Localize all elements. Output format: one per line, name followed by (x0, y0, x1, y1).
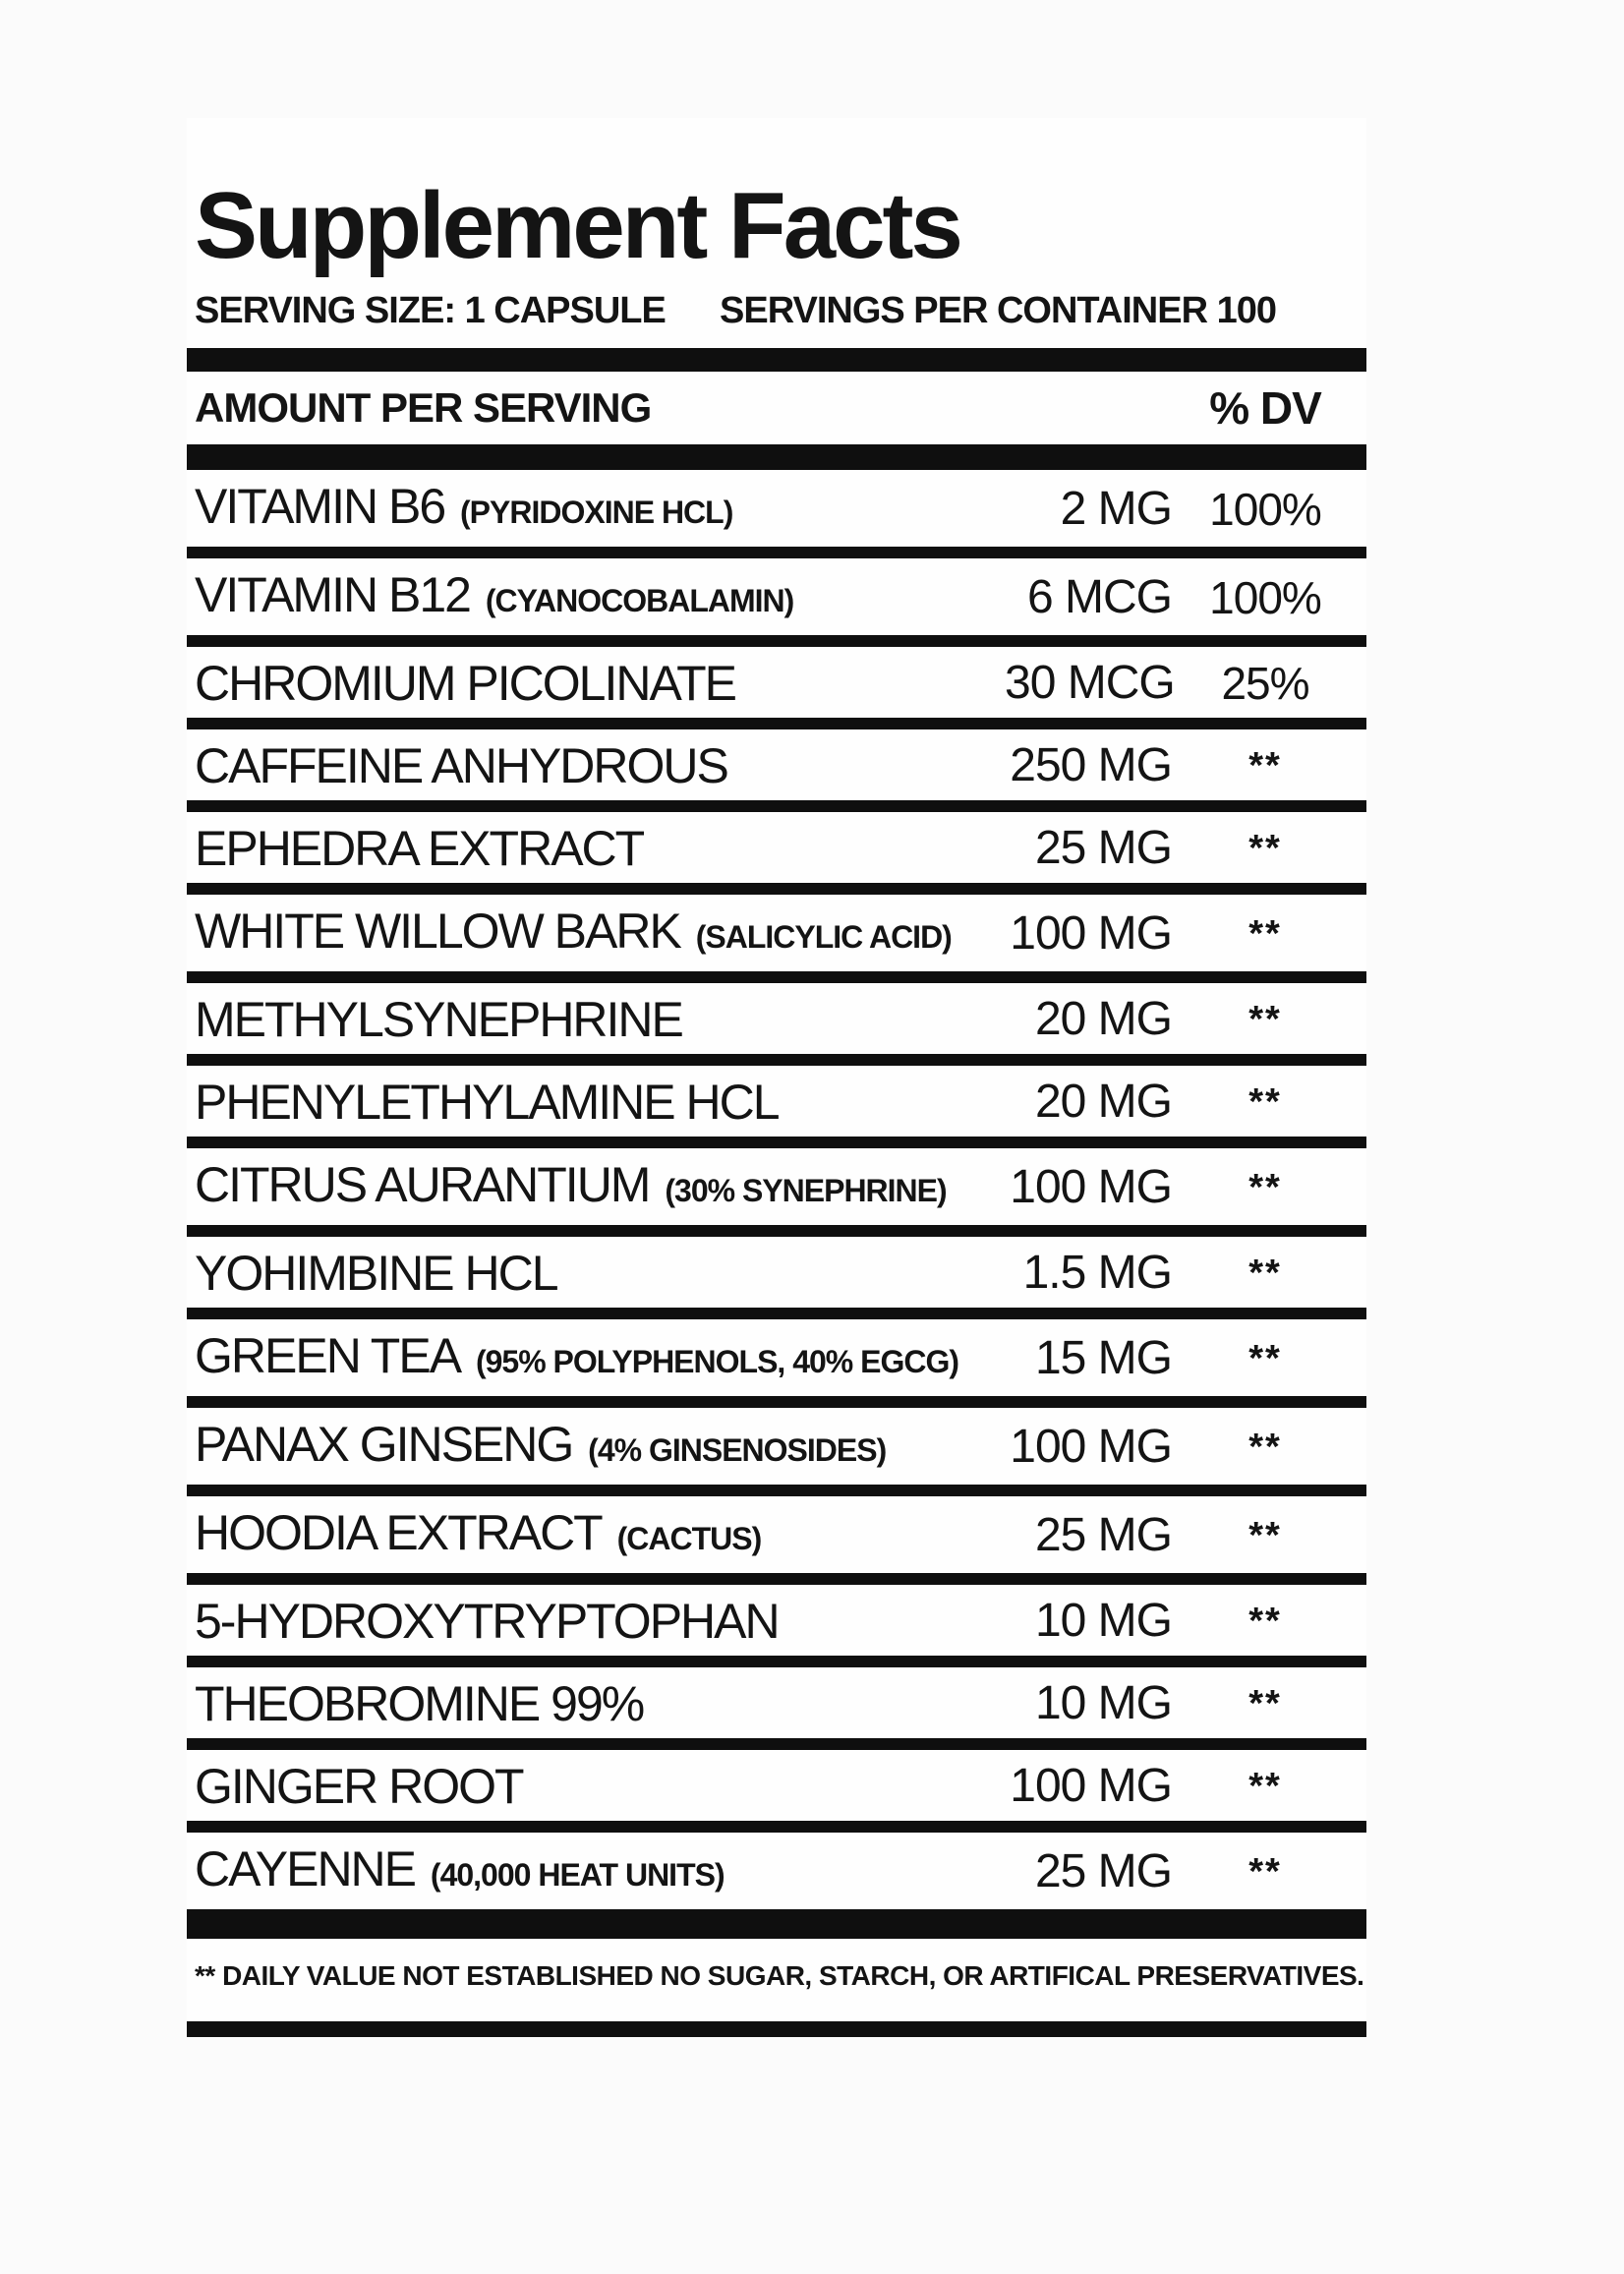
ingredient-amount: 15 MG (1034, 1332, 1172, 1384)
ingredient-amount: 100 MG (1010, 1161, 1172, 1213)
column-header-dv: % DV (1209, 382, 1321, 434)
ingredient-name: WHITE WILLOW BARK (195, 904, 680, 959)
ingredient-name: GREEN TEA (195, 1328, 461, 1383)
ingredient-detail: (95% POLYPHENOLS, 40% EGCG) (468, 1344, 959, 1379)
ingredient-amount: 250 MG (1010, 739, 1172, 791)
ingredient-row (187, 1319, 1366, 1396)
ingredient-dv: ** (1248, 745, 1282, 787)
ingredient-amount: 6 MCG (1026, 571, 1172, 623)
ingredient-name: CITRUS AURANTIUM (195, 1157, 650, 1212)
ingredient-dv: ** (1248, 1338, 1282, 1379)
ingredient-amount: 25 MG (1034, 822, 1172, 874)
ingredient-row (187, 1148, 1366, 1225)
divider-bar-row (187, 971, 1366, 983)
ingredient-name: CHROMIUM PICOLINATE (195, 656, 735, 711)
ingredient-row (187, 1585, 1366, 1656)
divider-bar-row (187, 1573, 1366, 1585)
supplement-facts-label (187, 118, 1366, 2037)
ingredient-amount: 10 MG (1034, 1677, 1172, 1729)
ingredient-dv: ** (1248, 1851, 1282, 1893)
column-header-amount: AMOUNT PER SERVING (195, 384, 652, 431)
ingredient-name: CAFFEINE ANHYDROUS (195, 738, 727, 793)
ingredient-dv: ** (1248, 1253, 1282, 1294)
divider-bar-row (187, 1137, 1366, 1148)
divider-bar-top (187, 348, 1366, 372)
ingredient-row (187, 1750, 1366, 1821)
column-header-row (187, 372, 1366, 444)
ingredient-row (187, 1496, 1366, 1573)
ingredient-name: THEOBROMINE 99% (195, 1676, 644, 1731)
ingredient-amount: 30 MCG (1005, 657, 1175, 709)
ingredient-dv: ** (1248, 1766, 1282, 1807)
ingredient-amount: 20 MG (1034, 1076, 1172, 1128)
ingredient-rows (187, 470, 1366, 1909)
ingredient-row (187, 1667, 1366, 1738)
ingredient-name: CAYENNE (195, 1841, 416, 1896)
ingredient-amount: 1.5 MG (1022, 1247, 1172, 1299)
ingredient-dv: ** (1248, 1601, 1282, 1642)
ingredient-name: VITAMIN B12 (195, 567, 470, 622)
ingredient-row (187, 470, 1366, 547)
divider-bar-row (187, 1396, 1366, 1408)
divider-bar-row (187, 718, 1366, 729)
ingredient-row (187, 812, 1366, 883)
divider-bar-row (187, 1054, 1366, 1066)
ingredient-name: PHENYLETHYLAMINE HCL (195, 1075, 779, 1130)
ingredient-row (187, 647, 1366, 718)
divider-bar-row (187, 547, 1366, 558)
ingredient-dv: 100% (1209, 484, 1321, 535)
ingredient-row (187, 729, 1366, 800)
ingredient-dv: ** (1248, 828, 1282, 869)
ingredient-dv: ** (1248, 1427, 1282, 1468)
ingredient-row (187, 1408, 1366, 1485)
ingredient-amount: 100 MG (1010, 907, 1172, 960)
ingredient-dv: ** (1248, 913, 1282, 955)
ingredient-amount: 20 MG (1034, 993, 1172, 1045)
ingredient-name: GINGER ROOT (195, 1759, 523, 1814)
ingredient-detail: (30% SYNEPHRINE) (657, 1173, 947, 1208)
ingredient-amount: 10 MG (1034, 1595, 1172, 1647)
ingredient-detail: (SALICYLIC ACID) (687, 919, 952, 955)
ingredient-row (187, 983, 1366, 1054)
footnote: ** DAILY VALUE NOT ESTABLISHED NO SUGAR, STARCH, OR ARTIFICAL PRESERVATIVES. (195, 1960, 1364, 1991)
ingredient-amount: 2 MG (1060, 483, 1172, 535)
ingredient-name: 5-HYDROXYTRYPTOPHAN (195, 1594, 779, 1649)
ingredient-name: METHYLSYNEPHRINE (195, 992, 682, 1047)
divider-bar-row (187, 800, 1366, 812)
ingredient-amount: 100 MG (1010, 1760, 1172, 1812)
divider-bar-row (187, 635, 1366, 647)
ingredient-dv: 25% (1221, 658, 1309, 709)
ingredient-row (187, 558, 1366, 635)
ingredient-detail: (40,000 HEAT UNITS) (423, 1857, 725, 1893)
ingredient-dv: ** (1248, 999, 1282, 1040)
serving-info-row (187, 289, 1366, 332)
ingredient-row (187, 1066, 1366, 1137)
divider-bar-row (187, 1821, 1366, 1833)
divider-bar-row (187, 1225, 1366, 1237)
ingredient-name: EPHEDRA EXTRACT (195, 821, 644, 876)
ingredient-dv: ** (1248, 1081, 1282, 1123)
divider-bar-row (187, 1656, 1366, 1667)
ingredient-dv: 100% (1209, 572, 1321, 623)
ingredient-name: VITAMIN B6 (195, 479, 445, 534)
ingredient-row (187, 895, 1366, 971)
serving-size: SERVING SIZE: 1 CAPSULE (195, 290, 666, 331)
ingredient-name: YOHIMBINE HCL (195, 1246, 557, 1301)
ingredient-detail: (PYRIDOXINE HCL) (452, 495, 733, 530)
ingredient-amount: 100 MG (1010, 1421, 1172, 1473)
divider-bar-row (187, 1738, 1366, 1750)
ingredient-dv: ** (1248, 1515, 1282, 1556)
servings-per-container: SERVINGS PER CONTAINER 100 (720, 290, 1276, 331)
divider-bar-header (187, 444, 1366, 470)
ingredient-name: PANAX GINSENG (195, 1417, 573, 1472)
ingredient-dv: ** (1248, 1683, 1282, 1724)
ingredient-detail: (CYANOCOBALAMIN) (477, 583, 794, 618)
divider-bar-final (187, 2021, 1366, 2037)
ingredient-name: HOODIA EXTRACT (195, 1505, 602, 1560)
ingredient-row (187, 1237, 1366, 1308)
divider-bar-pre-footer (187, 1909, 1366, 1939)
divider-bar-row (187, 1308, 1366, 1319)
ingredient-detail: (CACTUS) (609, 1521, 762, 1556)
divider-bar-row (187, 883, 1366, 895)
label-title: Supplement Facts (195, 173, 960, 278)
divider-bar-row (187, 1485, 1366, 1496)
ingredient-amount: 25 MG (1034, 1845, 1172, 1897)
ingredient-amount: 25 MG (1034, 1509, 1172, 1561)
ingredient-dv: ** (1248, 1167, 1282, 1208)
ingredient-detail: (4% GINSENOSIDES) (580, 1432, 887, 1468)
ingredient-row (187, 1833, 1366, 1909)
